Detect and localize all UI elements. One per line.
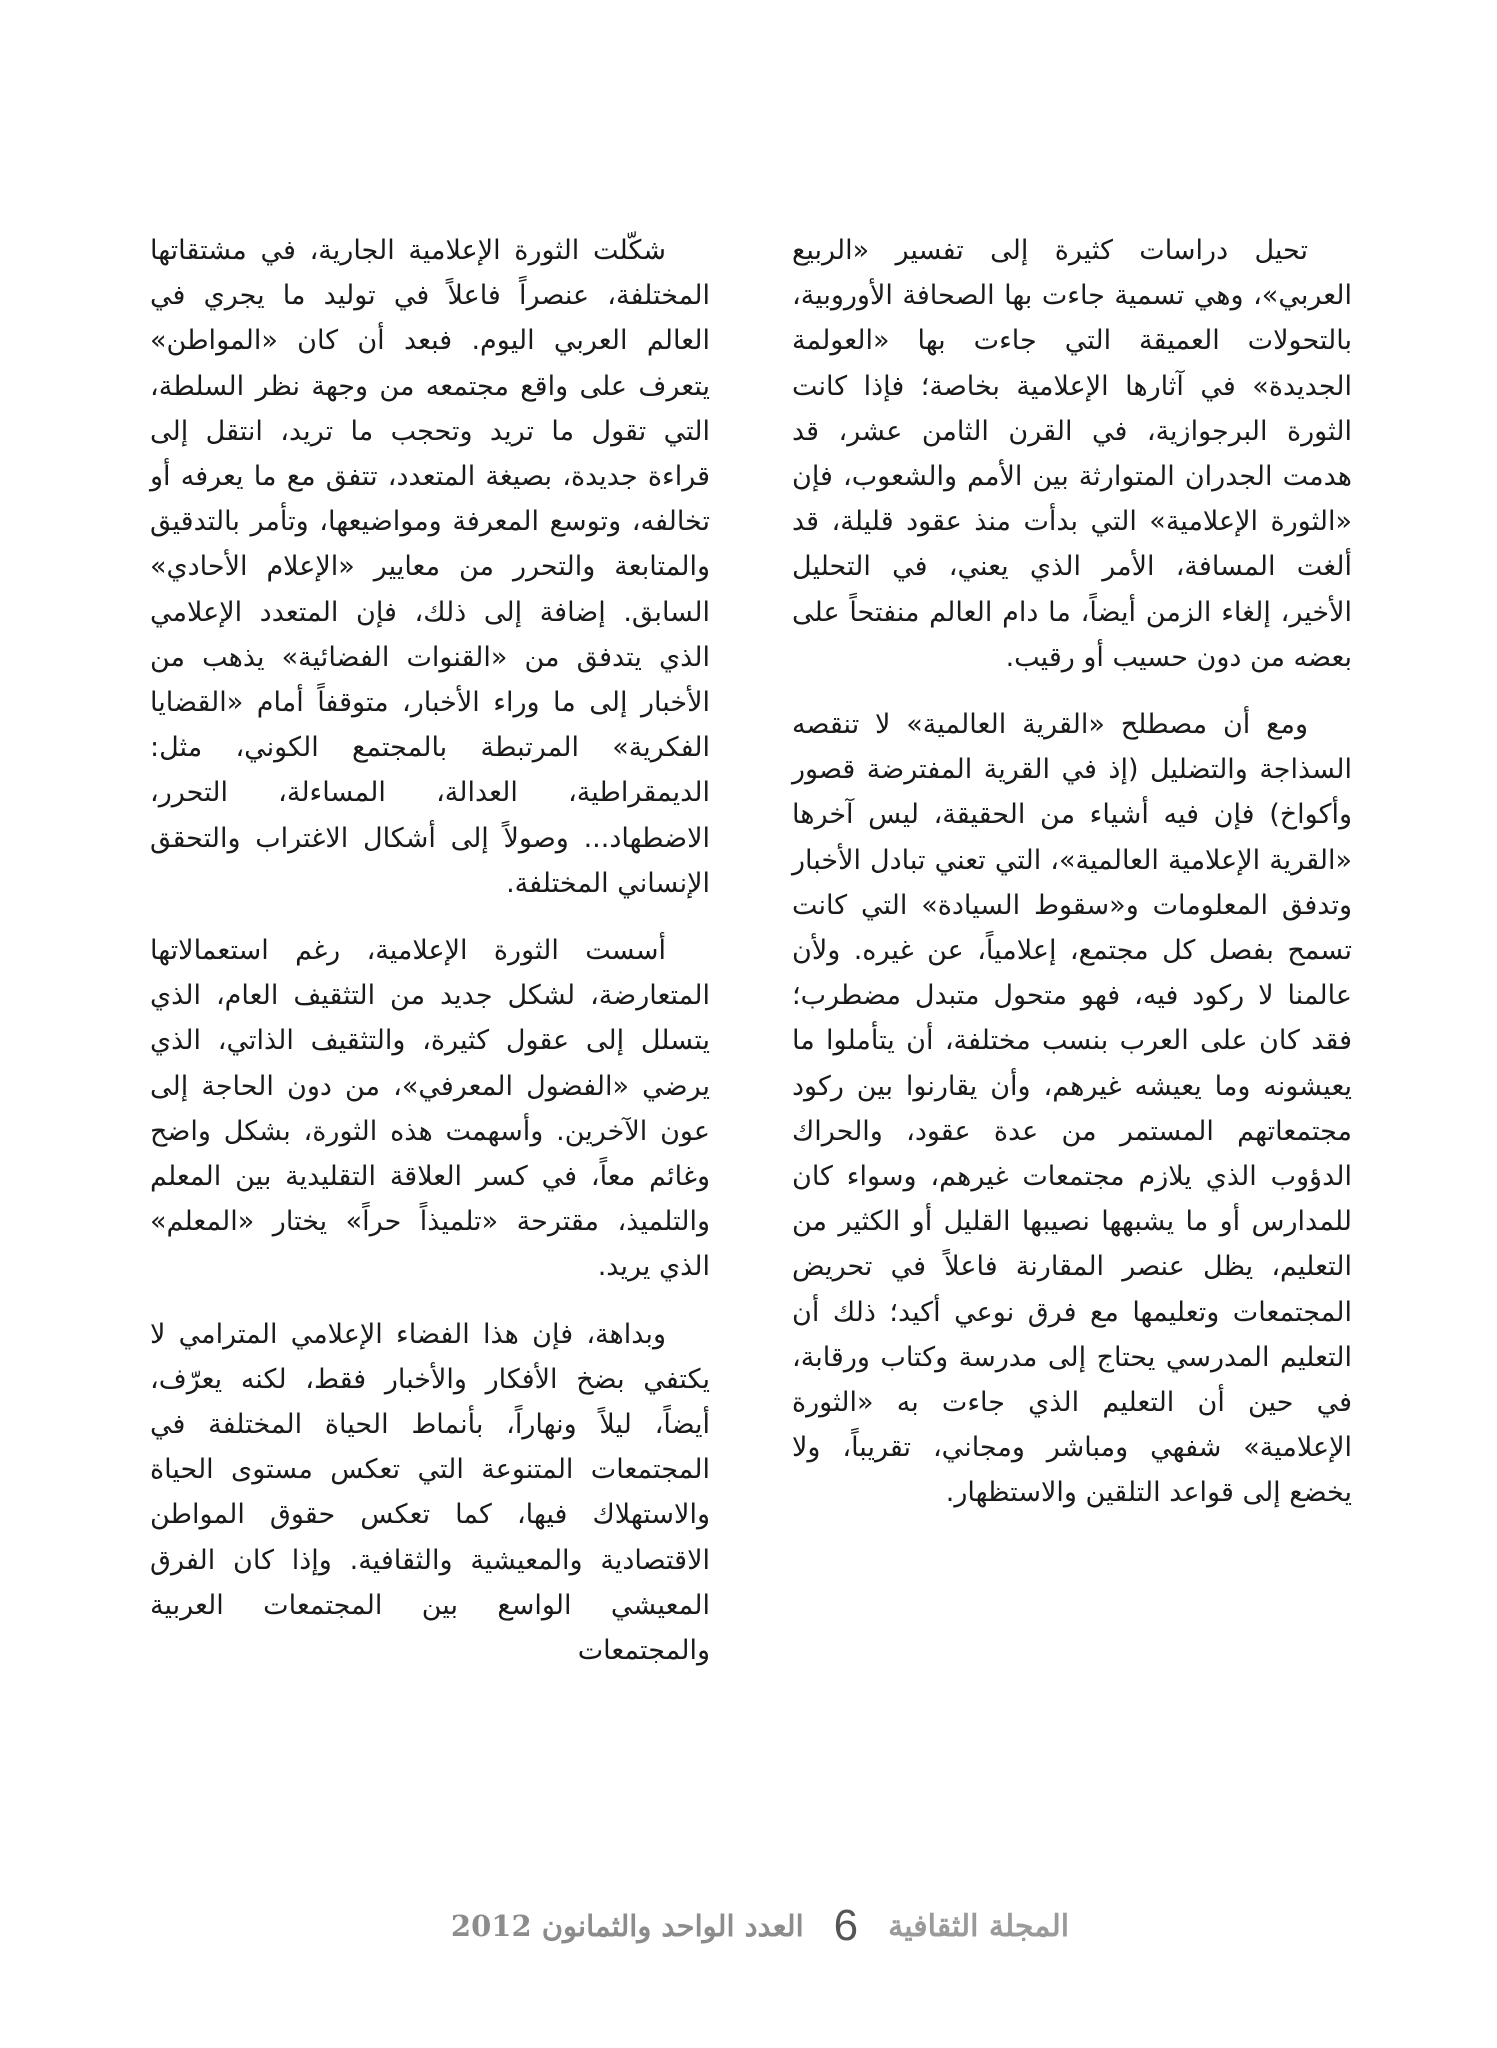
paragraph: تحيل دراسات كثيرة إلى تفسير «الربيع العربي»، وهي تسمية جاءت بها الصحافة الأوروبية، بالتحولات العميقة التي جاءت بها «العولمة الجديدة» في آثارها الإعلامية بخاصة؛ فإذا كانت الثورة البرجوازية، في القرن الثامن عشر، قد هدمت الجدران المتوارثة بين الأمم والشعوب، فإن «الثورة الإعلامية» التي بدأت منذ عقود قليلة، قد ألغت المسافة، الأمر الذي يعني، في التحليل الأخير، إلغاء الزمن أيضاً، ما دام العالم منفتحاً على بعضه من دون حسيب أو رقيب. [792, 235, 1352, 673]
article-column-left [150, 228, 710, 1695]
paragraph: وبداهة، فإن هذا الفضاء الإعلامي المترامي لا يكتفي بضخ الأفكار والأخبار فقط، لكنه يعرّف، أيضاً، ليلاً ونهاراً، بأنماط الحياة المختلفة في المجتمعات المتنوعة التي تعكس مستوى الحياة والاستهلاك فيها، كما تعكس حقوق المواطن الاقتصادية والمعيشية والثقافية. وإذا كان الفرق المعيشي الواسع بين المجتمعات العربية والمجتمعات [150, 1318, 710, 1667]
paragraph: ومع أن مصطلح «القرية العالمية» لا تنقصه السذاجة والتضليل (إذ في القرية المفترضة قصور وأكواخ) فإن فيه أشياء من الحقيقة، ليس آخرها «القرية الإعلامية العالمية»، التي تعني تبادل الأخبار وتدفق المعلومات و«سقوط السيادة» التي كانت تسمح بفصل كل مجتمع، إعلامياً، عن غيره. ولأن عالمنا لا ركود فيه، فهو متحول متبدل مضطرب؛ فقد كان على العرب بنسب مختلفة، أن يتأملوا ما يعيشونه وما يعيشه غيرهم، وأن يقارنوا بين ركود مجتمعاتهم المستمر من عدة عقود، والحراك الدؤوب الذي يلازم مجتمعات غيرهم، وسواء كان للمدارس أو ما يشبهها نصيبها القليل أو الكثير من التعليم، يظل عنصر المقارنة فاعلاً في تحريض المجتمعات وتعليمها مع فرق نوعي أكيد؛ ذلك أن التعليم المدرسي يحتاج إلى مدرسة وكتاب ورقابة، في حين أن التعليم الذي جاءت به «الثورة الإعلامية» شفهي ومباشر ومجاني، تقريباً، ولا يخضع إلى قواعد التلقين والاستظهار. [792, 709, 1352, 1509]
paragraph: شكّلت الثورة الإعلامية الجارية، في مشتقاتها المختلفة، عنصراً فاعلاً في توليد ما يجري في العالم العربي اليوم. فبعد أن كان «المواطن» يتعرف على واقع مجتمعه من وجهة نظر السلطة، التي تقول ما تريد وتحجب ما تريد، انتقل إلى قراءة جديدة، بصيغة المتعدد، تتفق مع ما يعرفه أو تخالفه، وتوسع المعرفة ومواضيعها، وتأمر بالتدقيق والمتابعة والتحرر من معايير «الإعلام الأحادي» السابق. إضافة إلى ذلك، فإن المتعدد الإعلامي الذي يتدفق من «القنوات الفضائية» يذهب من الأخبار إلى ما وراء الأخبار، متوقفاً أمام «القضايا الفكرية» المرتبطة بالمجتمع الكوني، مثل: الديمقراطية، العدالة، المساءلة، التحرر، الاضطهاد... وصولاً إلى أشكال الاغتراب والتحقق الإنساني المختلفة. [150, 235, 710, 899]
magazine-name: المجلة الثقافية [888, 1908, 1070, 1944]
paragraph: أسست الثورة الإعلامية، رغم استعمالاتها المتعارضة، لشكل جديد من التثقيف العام، الذي يتسلل إلى عقول كثيرة، والتثقيف الذاتي، الذي يرضي «الفضول المعرفي»، من دون الحاجة إلى عون الآخرين. وأسهمت هذه الثورة، بشكل واضح وغائم معاً، في كسر العلاقة التقليدية بين المعلم والتلميذ، مقترحة «تلميذاً حراً» يختار «المعلم» الذي يريد. [150, 935, 710, 1283]
issue-label: العدد الواحد والثمانون 2012 [450, 1909, 804, 1943]
page-footer [430, 1898, 1090, 1954]
article-column-right [792, 228, 1352, 1538]
page-number: 6 [833, 1901, 859, 1950]
